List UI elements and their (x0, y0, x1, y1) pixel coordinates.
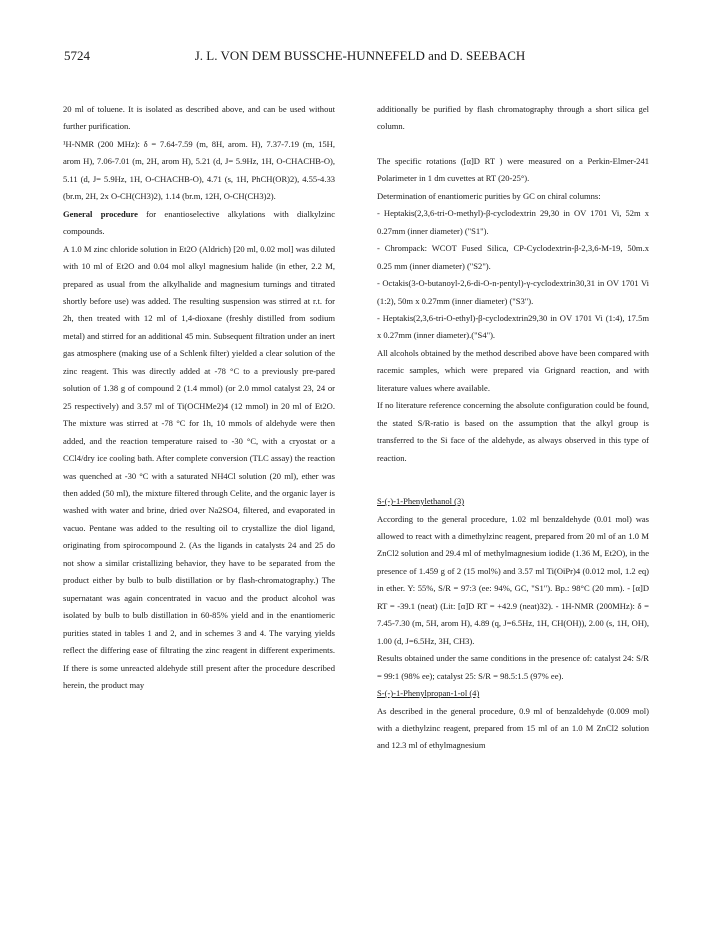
paragraph (63, 241, 335, 695)
right-column (377, 101, 649, 755)
paragraph (377, 275, 649, 310)
paragraph-text: Determination of enantiomeric purities by GC on chiral columns: (377, 190, 601, 201)
paragraph-text: - Chrompack: WCOT Fused Silica, CP-Cyclodextrin-β-2,3,6-M-19, 50m.x 0.25 mm (inner diameter) ("S2"). (377, 243, 649, 271)
section-heading-text: S-(-)-1-Phenylpropan-1-ol (4) (377, 688, 480, 699)
paragraph (377, 240, 649, 275)
paragraph (377, 310, 649, 345)
paragraph-text: - Heptakis(2,3,6-tri-O-methyl)-β-cyclodextrin 29,30 in OV 1701 Vi, 52m x 0.27mm (inner diameter) ("S1"). (377, 208, 649, 236)
paragraph-text: additionally be purified by flash chromatography through a short silica gel column. (377, 104, 649, 132)
section-heading-text: S-(-)-1-Phenylethanol (3) (377, 496, 465, 507)
paragraph-text: 20 ml of toluene. It is isolated as described above, and can be used without further purification. (63, 104, 335, 132)
paragraph (377, 397, 649, 467)
paragraph-text: According to the general procedure, 1.02 ml benzaldehyde (0.01 mol) was allowed to react with a dimethylzinc reagent, prepared from 20 ml of an 1.0 M ZnCl2 solution and 29.4 ml of methylmagnesium iodide (1.36 M, Et2O), in the presence of 1.459 g of 2 (15 mol%) and 3.57 ml Ti(OiPr)4 (0.012 mol, 1.2 eq) in ether. Y: 55%, S/R = 97:3 (ee: 94%, GC, "S1"). Bp.: 98°C (20 mm). - [α]D RT = -39.1 (neat) (Lit: [α]D RT = +42.9 (neat)32). - 1H-NMR (200MHz): δ = 7.45-7.30 (m, 5H, arom H), 4.89 (q, J=6.5Hz, 1H, CH(OH)), 2.00 (s, 1H, OH), 1.00 (d, J=6.5Hz, 3H, CH3). (377, 513, 649, 646)
section-heading (377, 685, 649, 702)
paragraph (377, 205, 649, 240)
paragraph (377, 188, 649, 205)
paragraph (63, 101, 335, 136)
paragraph (377, 650, 649, 685)
paragraph-text: - Heptakis(2,3,6-tri-O-ethyl)-β-cyclodextrin29,30 in OV 1701 Vi (1:4), 17.5m x 0.27mm (inner diameter).("S4"). (377, 312, 649, 341)
left-column (63, 101, 335, 694)
paragraph-text: Results obtained under the same conditions in the presence of: catalyst 24: S/R = 99:1 (98% ee); catalyst 25: S/R = 98.5:1.5 (97% ee). (377, 653, 649, 681)
paragraph (377, 153, 649, 188)
page-header (64, 48, 656, 68)
paragraph-text: - Octakis(3-O-butanoyl-2,6-di-O-n-pentyl)-γ-cyclodextrin30,31 in OV 1701 Vi (1:2), 50m x 0.27mm (inner diameter) ("S3"). (377, 278, 649, 306)
paragraph-text: A 1.0 M zinc chloride solution in Et2O (Aldrich) [20 ml, 0.02 mol] was diluted with 10 ml of Et2O and 0.04 mol alkyl magnesium halide (in ether, 2.2 M, prepared as usual from the alkylhalide and magnesium turnings and titrated shortly before use) was added. The resulting suspension was stirred at r.t. for 2h, then treated with 12 ml of 1,4-dioxane (freshly distilled from sodium metal) and stirred for an additional 45 min. Subsequent filtration under an inert gas atmosphere (making use of a Schlenk filter) yielded a clear solution of the zinc reagent. This was directly added at -78 °C to a previously pre-pared solution of 1.38 g of compound 2 (1.4 mmol) (or 2.0 mmol catalyst 23, 24 or 25 respectively) and 3.57 ml of Ti(OCHMe2)4 (12 mmol) in 20 ml of Et2O. The mixture was stirred at -78 °C for 1h, 10 mmols of aldehyde were then added, and the reaction temperature raised to -30 °C, with a cryostat or a CCl4/dry ice cooling bath. After complete conversion (TLC assay) the reaction was quenched at -30 °C with a saturated NH4Cl solution (20 ml), ether was then added (50 ml), the mixture filtered through Celite, and the organic layer is washed with water and brine, dried over Na2SO4, filtered, and evaporated in vacuo. Pentane was added to the resulting oil to crystallize the diol ligand, originating from spirocompound 2. (As the ligands in catalysts 24 and 25 do not show a similar cristallizing behavior, they have to be separated from the product either by bulb to bulb distillation or by flash-chromatography.) The supernatant was again concentrated in vacuo and the product alcohol was isolated by bulb to bulb distillation in 60-85% yield and in the enantiomeric purities stated in tables 1 and 2, and in schemes 3 and 4. The varying yields reflect the differing ease of filtrating the zinc reagent in different experiments. If there is some unreacted aldehyde still present after the procedure described herein, the product may (63, 243, 335, 690)
paragraph-lead: General procedure (63, 208, 138, 219)
paragraph (377, 345, 649, 397)
paragraph-text: As described in the general procedure, 0.9 ml of benzaldehyde (0.009 mol) with a diethylzinc reagent, prepared from 15 ml of an 1.0 M ZnCl2 solution and 12.3 ml of ethylmagnesium (377, 705, 649, 751)
paragraph (63, 136, 335, 206)
paragraph-text: The specific rotations ([α]D RT ) were measured on a Perkin-Elmer-241 Polarimeter in 1 dm cuvettes at RT (20-25°). (377, 155, 649, 184)
paragraph-text: All alcohols obtained by the method described above have been compared with racemic samples, which were prepared via Grignard reaction, and with literature values where available. (377, 347, 649, 393)
paragraph-text: for enantioselective alkylations with dialkylzinc compounds. (63, 208, 335, 237)
paragraph (377, 101, 649, 136)
paragraph (377, 511, 649, 651)
paragraph-text: If no literature reference concerning the absolute configuration could be found, the stated S/R-ratio is based on the assumption that the alkyl group is transferred to the Si face of the aldehyde, as always observed in this type of reaction. (377, 400, 649, 463)
paragraph (377, 703, 649, 755)
section-heading (377, 493, 649, 510)
paragraph-text: ¹H-NMR (200 MHz): δ = 7.64-7.59 (m, 8H, arom. H), 7.37-7.19 (m, 15H, arom H), 7.06-7.01 (m, 2H, arom H), 5.21 (d, J= 5.9Hz, 1H, O-CHACHB-O), 5.11 (d, J= 5.9Hz, 1H, O-CHACHB-O), 4.71 (s, 1H, PhCH(OR)2), 4.55-4.33 (br.m, 2H, 2x O-CH(CH3)2), 1.14 (br.m, 12H, O-CH(CH3)2). (63, 138, 335, 202)
running-head: J. L. VON DEM BUSSCHE-HUNNEFELD and D. SEEBACH (194, 48, 526, 63)
paragraph (63, 206, 335, 241)
page-number: 5724 (64, 48, 90, 63)
